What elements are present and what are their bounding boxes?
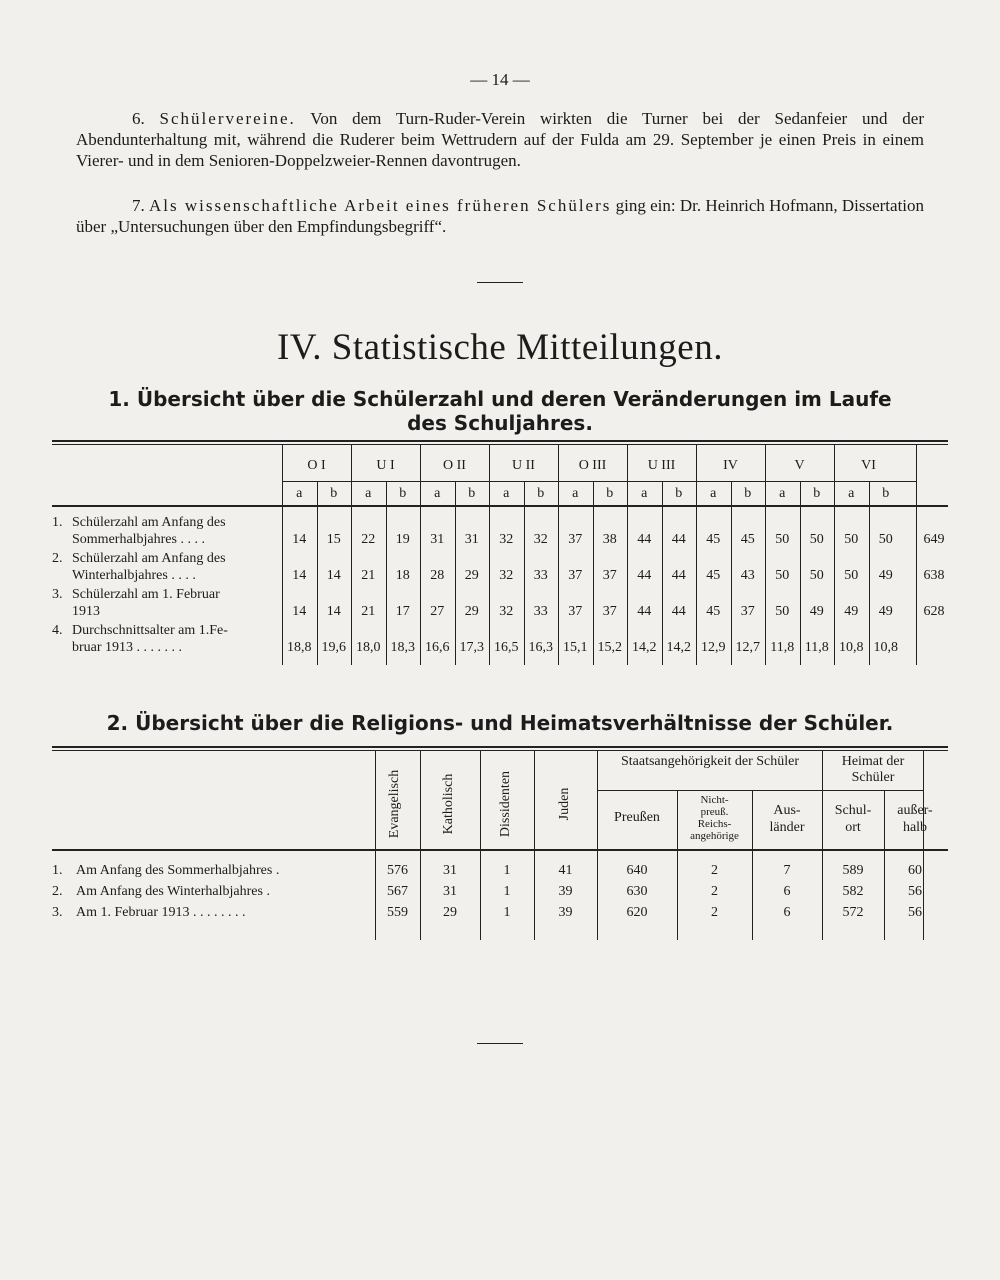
table1-cell: 14 <box>326 604 341 619</box>
header-nichtpreuss-3: Reichs- <box>697 818 732 830</box>
table1-cell: 22 <box>361 532 376 547</box>
table1-top-rule-inner <box>52 444 948 445</box>
table1-vline-class-6 <box>696 445 697 665</box>
table2-cell: 1 <box>503 905 511 920</box>
table1-cell: 18 <box>395 568 410 583</box>
table1-cell: 49 <box>878 568 893 583</box>
paragraph-7-title: Als wissenschaftliche Arbeit eines früheren Schülers <box>149 196 612 215</box>
table2-row-label: Am Anfang des Winterhalbjahres . <box>76 884 270 899</box>
table2-cell: 2 <box>711 905 718 920</box>
table1-total: 628 <box>923 604 945 619</box>
class-header-0: O I <box>307 458 326 473</box>
paragraph-7-tail: ging ein: <box>615 196 676 215</box>
table1-cell: 37 <box>602 604 617 619</box>
header-schulort <box>822 802 884 836</box>
table1-cell: 14,2 <box>632 640 657 655</box>
table2-top-rule <box>52 746 948 748</box>
table1-cell: 27 <box>430 604 445 619</box>
table1-cell: 50 <box>775 568 790 583</box>
paragraph-6 <box>76 108 924 171</box>
table2-cell: 6 <box>783 905 791 920</box>
main-heading: IV. Statistische Mitteilungen. <box>277 327 723 368</box>
table1-top-rule <box>52 440 948 442</box>
table2-cell: 41 <box>558 863 573 878</box>
table1-cell: 14 <box>292 532 307 547</box>
table2-cell: 56 <box>908 905 922 920</box>
table1-cell: 16,3 <box>528 640 553 655</box>
paragraph-7-text: Dr. Heinrich Hofmann, Dissertation über „Untersuchungen über den Empfindungsbegriff“. <box>76 196 925 236</box>
sub-header-a-5: a <box>641 486 648 501</box>
table1-cell: 44 <box>671 604 686 619</box>
table2-cell: 29 <box>443 905 457 920</box>
table1-cell: 50 <box>844 532 859 547</box>
table1-vline-class-5 <box>627 445 628 665</box>
class-header-8: VI <box>861 458 876 473</box>
table2-cell: 60 <box>908 863 922 878</box>
header-ausserhalb <box>884 802 946 836</box>
table1-cell: 37 <box>568 604 583 619</box>
table1-vline-total <box>916 445 917 665</box>
table2-top-rule-inner <box>52 750 948 751</box>
table1-row-label-2: Winterhalbjahres . . . . <box>72 568 196 583</box>
table2-cell: 572 <box>842 905 864 920</box>
table1-subheader-rule <box>282 481 916 482</box>
sub-header-a-3: a <box>503 486 510 501</box>
table2-row-num: 1. <box>52 863 63 878</box>
table1-cell: 12,9 <box>701 640 726 655</box>
table1-cell: 18,0 <box>356 640 381 655</box>
table1-cell: 49 <box>878 604 893 619</box>
table1-row-label-1: Schülerzahl am Anfang des <box>72 515 226 530</box>
class-header-6: IV <box>723 458 738 473</box>
table2-cell: 39 <box>558 905 573 920</box>
table2-cell: 1 <box>503 863 511 878</box>
table1-cell: 14,2 <box>666 640 691 655</box>
table1-cell: 37 <box>602 568 617 583</box>
table1-title-line2: des Schuljahres. <box>407 411 593 435</box>
table2-cell: 589 <box>842 863 864 878</box>
table1-cell: 17 <box>395 604 410 619</box>
sub-header-a-6: a <box>710 486 717 501</box>
header-staatsangehoerigkeit: Staatsangehörigkeit der Schüler <box>620 754 800 769</box>
table1-vline-class-8 <box>834 445 835 665</box>
header-heimat: Heimat der Schüler <box>841 754 905 785</box>
table1-cell: 11,8 <box>804 640 829 655</box>
table1-cell: 44 <box>637 568 652 583</box>
sub-header-b-5: b <box>675 486 683 501</box>
table2-cell: 2 <box>711 863 718 878</box>
header-nichtpreuss-2: preuß. <box>700 806 729 818</box>
table2-cell: 39 <box>558 884 573 899</box>
table1-cell: 12,7 <box>735 640 760 655</box>
table1-cell: 50 <box>775 604 790 619</box>
table1-cell: 32 <box>499 532 514 547</box>
sub-header-b-0: b <box>330 486 338 501</box>
table1-row-label-2: Sommerhalbjahres . . . . <box>72 532 205 547</box>
table2-cell: 6 <box>783 884 791 899</box>
table1-cell: 15,2 <box>597 640 622 655</box>
table1-cell: 15 <box>326 532 341 547</box>
paragraph-7-number: 7. <box>132 196 145 215</box>
table1-cell: 45 <box>706 604 721 619</box>
table1-title <box>100 387 900 435</box>
table1-row-label-2: 1913 <box>72 604 100 619</box>
class-header-3: U II <box>512 458 535 473</box>
table2-cell: 559 <box>387 905 408 920</box>
table1-vline-class-7 <box>765 445 766 665</box>
table1-cell: 50 <box>809 532 824 547</box>
table1-header-rule <box>52 505 948 507</box>
table1-cell: 33 <box>533 568 548 583</box>
table1-cell: 10,8 <box>873 640 898 655</box>
table1-row-label-1: Schülerzahl am 1. Februar <box>72 587 220 602</box>
table1-cell: 45 <box>706 568 721 583</box>
class-header-1: U I <box>376 458 395 473</box>
table2-cell: 582 <box>842 884 864 899</box>
header-schulort-1: Schul- <box>834 803 872 818</box>
table2-cell: 31 <box>443 884 457 899</box>
table2-row-num: 2. <box>52 884 63 899</box>
table2-cell: 576 <box>387 863 408 878</box>
table2-row-label: Am Anfang des Sommerhalbjahres . <box>76 863 280 878</box>
table1-cell: 32 <box>533 532 548 547</box>
table1-cell: 32 <box>499 568 514 583</box>
table1-cell: 43 <box>740 568 755 583</box>
table1-cell: 16,6 <box>425 640 450 655</box>
sub-header-b-2: b <box>468 486 476 501</box>
sub-header-b-1: b <box>399 486 407 501</box>
table1-row-num: 4. <box>52 623 63 638</box>
table1-cell: 31 <box>430 532 445 547</box>
table1-row-label-2: bruar 1913 . . . . . . . <box>72 640 183 655</box>
class-header-2: O II <box>443 458 466 473</box>
table1-cell: 32 <box>499 604 514 619</box>
table1-vline-label <box>282 445 283 665</box>
header-evangelisch: Evangelisch <box>387 769 402 839</box>
table1-cell: 18,8 <box>287 640 312 655</box>
table1-cell: 50 <box>809 568 824 583</box>
header-auslaender-2: länder <box>769 820 805 835</box>
sub-header-a-7: a <box>779 486 786 501</box>
page-number: — 14 — <box>470 70 530 89</box>
table1-cell: 21 <box>361 604 376 619</box>
header-preussen: Preußen <box>614 810 660 825</box>
class-header-4: O III <box>578 458 607 473</box>
table1-cell: 38 <box>602 532 617 547</box>
table1-cell: 19,6 <box>321 640 346 655</box>
header-nichtpreuss <box>677 794 752 842</box>
table1-vline-class-4 <box>558 445 559 665</box>
table1-row-num: 3. <box>52 587 63 602</box>
table2-cell: 630 <box>626 884 648 899</box>
table1-cell: 45 <box>740 532 755 547</box>
sub-header-b-7: b <box>813 486 821 501</box>
header-ausserhalb-2: halb <box>902 820 928 835</box>
table1-cell: 31 <box>464 532 479 547</box>
table1-cell: 10,8 <box>839 640 864 655</box>
table1-cell: 49 <box>809 604 824 619</box>
section-divider <box>477 282 523 283</box>
class-header-7: V <box>794 458 805 473</box>
sub-header-a-8: a <box>848 486 855 501</box>
header-dissidenten: Dissidenten <box>498 770 513 838</box>
table2-cell: 7 <box>783 863 791 878</box>
table1-cell: 14 <box>292 604 307 619</box>
header-katholisch: Katholisch <box>441 773 456 835</box>
sub-header-b-3: b <box>537 486 545 501</box>
sub-header-a-2: a <box>434 486 441 501</box>
table1-cell: 44 <box>671 568 686 583</box>
table2-cell: 31 <box>443 863 457 878</box>
table1-cell: 37 <box>740 604 755 619</box>
table2-group-rule <box>597 790 923 791</box>
table1-vline-class-1 <box>351 445 352 665</box>
table2-cell: 620 <box>626 905 648 920</box>
table1-cell: 37 <box>568 568 583 583</box>
paragraph-6-text: Von dem Turn-Ruder-Verein wirkten die Turner bei der Sedanfeier und der Abendunterhaltung mit, während die Ruderer beim Wettrudern auf der Fulda am 29. September je einen Preis in einem Vierer- und in dem Senioren-Doppelzweier-Rennen davontrugen. <box>76 109 924 170</box>
table2-cell: 1 <box>503 884 511 899</box>
table1-cell: 29 <box>464 568 479 583</box>
table1-cell: 44 <box>637 532 652 547</box>
header-juden: Juden <box>557 787 572 821</box>
table2-title: 2. Übersicht über die Religions- und Heimatsverhältnisse der Schüler. <box>106 711 894 735</box>
table1-cell: 14 <box>326 568 341 583</box>
table2-cell: 640 <box>626 863 648 878</box>
table1-cell: 45 <box>706 532 721 547</box>
table1-cell: 50 <box>844 568 859 583</box>
table1-row-label-1: Schülerzahl am Anfang des <box>72 551 226 566</box>
header-nichtpreuss-1: Nicht- <box>700 794 729 806</box>
table2-row-num: 3. <box>52 905 63 920</box>
header-schulort-2: ort <box>845 820 861 835</box>
table1-row-label-1: Durchschnittsalter am 1.Fe- <box>72 623 228 638</box>
table1-title-line1: 1. Übersicht über die Schülerzahl und deren Veränderungen im Laufe <box>108 387 892 411</box>
table2-cell: 56 <box>908 884 922 899</box>
table1-cell: 37 <box>568 532 583 547</box>
table1-cell: 19 <box>395 532 410 547</box>
class-header-5: U III <box>647 458 676 473</box>
paragraph-6-title: Schülervereine. <box>159 109 296 128</box>
table1-cell: 15,1 <box>563 640 588 655</box>
table2-row-label: Am 1. Februar 1913 . . . . . . . . <box>76 905 246 920</box>
sub-header-a-0: a <box>296 486 303 501</box>
paragraph-6-number: 6. <box>132 109 145 128</box>
table1-cell: 50 <box>775 532 790 547</box>
table1-cell: 11,8 <box>770 640 795 655</box>
table1-cell: 21 <box>361 568 376 583</box>
sub-header-b-8: b <box>882 486 890 501</box>
header-nichtpreuss-4: angehörige <box>690 830 739 842</box>
table1-cell: 44 <box>637 604 652 619</box>
table1-cell: 28 <box>430 568 445 583</box>
table1-cell: 16,5 <box>494 640 519 655</box>
table2-cell: 567 <box>387 884 408 899</box>
table1-cell: 14 <box>292 568 307 583</box>
table1-vline-class-3 <box>489 445 490 665</box>
header-auslaender <box>752 802 822 836</box>
table1-total: 638 <box>923 568 945 583</box>
bottom-divider <box>477 1043 523 1044</box>
table1-cell: 29 <box>464 604 479 619</box>
table1-row-num: 2. <box>52 551 63 566</box>
table1-row-num: 1. <box>52 515 63 530</box>
table1-total: 649 <box>923 532 945 547</box>
header-auslaender-1: Aus- <box>773 803 801 818</box>
paragraph-7 <box>76 195 924 237</box>
table1-cell: 50 <box>878 532 893 547</box>
sub-header-b-6: b <box>744 486 752 501</box>
table1-cell: 44 <box>671 532 686 547</box>
table1-cell: 17,3 <box>459 640 484 655</box>
header-ausserhalb-1: außer- <box>897 803 933 818</box>
table1-vline-class-2 <box>420 445 421 665</box>
table1-cell: 18,3 <box>390 640 415 655</box>
table1-cell: 49 <box>844 604 859 619</box>
table2-cell: 2 <box>711 884 718 899</box>
sub-header-b-4: b <box>606 486 614 501</box>
table1-cell: 33 <box>533 604 548 619</box>
sub-header-a-4: a <box>572 486 579 501</box>
sub-header-a-1: a <box>365 486 372 501</box>
